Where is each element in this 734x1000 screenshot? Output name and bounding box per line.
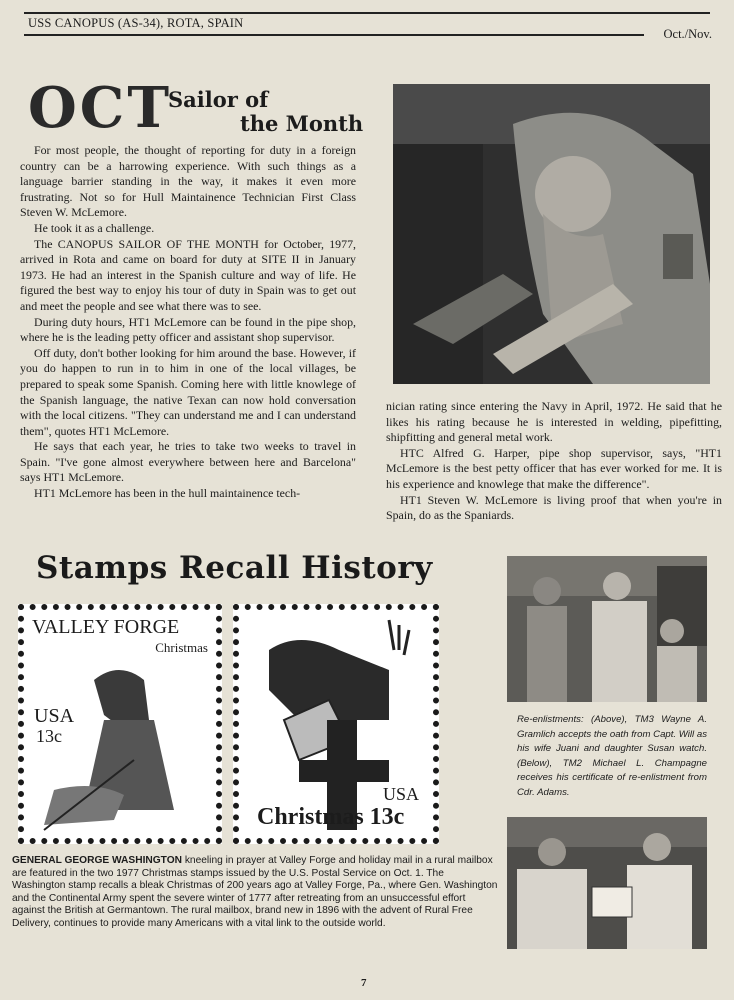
article-paragraph: The CANOPUS SAILOR OF THE MONTH for October, 1977, arrived in Rota and came on board for duty at SITE II in January 1973. He had an interest in the Spanish culture and way of life. He figured the best way to enjoy his tour of duty in Spain was to get out and meet the people and see what there was to see. xyxy=(20,236,356,313)
publication-name: USS CANOPUS (AS-34), ROTA, SPAIN xyxy=(28,16,244,30)
issue-date: Oct./Nov. xyxy=(663,27,712,41)
stamp2-country: USA xyxy=(382,784,419,804)
sailor-welding-photo xyxy=(393,84,710,384)
stamp1-country: USA xyxy=(34,705,75,727)
article-paragraph: Off duty, don't bother looking for him around the base. However, if you do happen to run in to him in one of the local villages, be prepared to speak some Spanish. Coming here with little knowlege of the Spanish language, the native Texan can now hold conversation with the local citizens. "They can understand me and I can understand them", quotes HT1 McLemore. xyxy=(20,345,356,438)
reenlistment-caption: Re-enlistments: (Above), TM3 Wayne A. Gramlich accepts the oath from Capt. Will as his wife Juani and daughter Susan watch. (Below), TM2 Michael L. Champagne receives his certificate of re-enlistment from Cdr. Adams. xyxy=(517,714,707,798)
article-paragraph: He says that each year, he tries to take two weeks to travel in Spain. "I've gone almost everywhere between here and Barcelona" says HT1 McLemore. xyxy=(20,439,356,485)
reenlistment-photo-below xyxy=(507,817,707,949)
month-heading: OCT xyxy=(28,75,173,141)
stamp1-subtitle: Christmas xyxy=(155,640,208,655)
article-title-line2: the Month xyxy=(240,111,364,136)
stamp2-title-value xyxy=(257,804,404,831)
article-title-line1: Sailor of xyxy=(168,87,269,112)
article-paragraph: HTC Alfred G. Harper, pipe shop supervisor, says, "HT1 McLemore is the best petty officer that has ever worked for me. It is his experience and knowlege that make the difference". xyxy=(386,445,722,491)
stamp1-value: 13c xyxy=(36,726,62,746)
header-rule-top xyxy=(24,12,710,14)
christmas-mailbox-stamp xyxy=(233,604,439,844)
stamp2-title: Christmas xyxy=(257,804,364,830)
stamp1-title: VALLEY FORGE xyxy=(32,616,180,638)
article-paragraph: For most people, the thought of reporting for duty in a foreign country can be a harrowing experience. With such things as a language barrier standing in the way, it makes it even more frustrating. Not so for Hull Maintainence Technician First Class Steven W. McLemore. xyxy=(20,143,356,220)
caption-body: kneeling in prayer at Valley Forge and holiday mail in a rural mailbox are featured in the two 1977 Christmas stamps issued by the U.S. Postal Service on Oct. 1. The Washington stamp recalls a bleak Christmas of 200 years ago at Valley Forge, Pa., where Gen. Washington and the Continental Army spent the severe winter of 1777 after retreating from an unsuccessful effort against the British at Germantown. The rural mailbox, brand new in 1896 with the advent of Rural Free Delivery, continues to provide many Americans with a vital link to the outside world. xyxy=(12,855,498,929)
article-paragraph: He took it as a challenge. xyxy=(34,220,155,235)
stamps-heading: Stamps Recall History xyxy=(36,550,433,586)
article-paragraph: HT1 Steven W. McLemore is living proof that when you're in Spain, do as the Spaniards. xyxy=(386,492,722,523)
article-paragraph: nician rating since entering the Navy in April, 1972. He said that he likes his rating because he is interested in welding, pipefitting, shipfitting and general metal work. xyxy=(386,399,722,445)
header-rule-bottom xyxy=(24,34,644,36)
article-paragraph: During duty hours, HT1 McLemore can be found in the pipe shop, where he is the leading petty officer and assistant shop supervisor. xyxy=(20,314,356,345)
reenlistment-photo-above xyxy=(507,556,707,702)
stamps-caption xyxy=(12,855,498,931)
valley-forge-stamp xyxy=(18,604,222,844)
article-paragraph: HT1 McLemore has been in the hull maintainence tech- xyxy=(34,486,301,501)
page-number: 7 xyxy=(361,977,367,989)
stamp2-value: 13c xyxy=(369,804,405,830)
caption-bold-lead: GENERAL GEORGE WASHINGTON xyxy=(12,855,182,866)
article-column-left xyxy=(20,143,356,502)
article-column-right xyxy=(386,399,722,524)
